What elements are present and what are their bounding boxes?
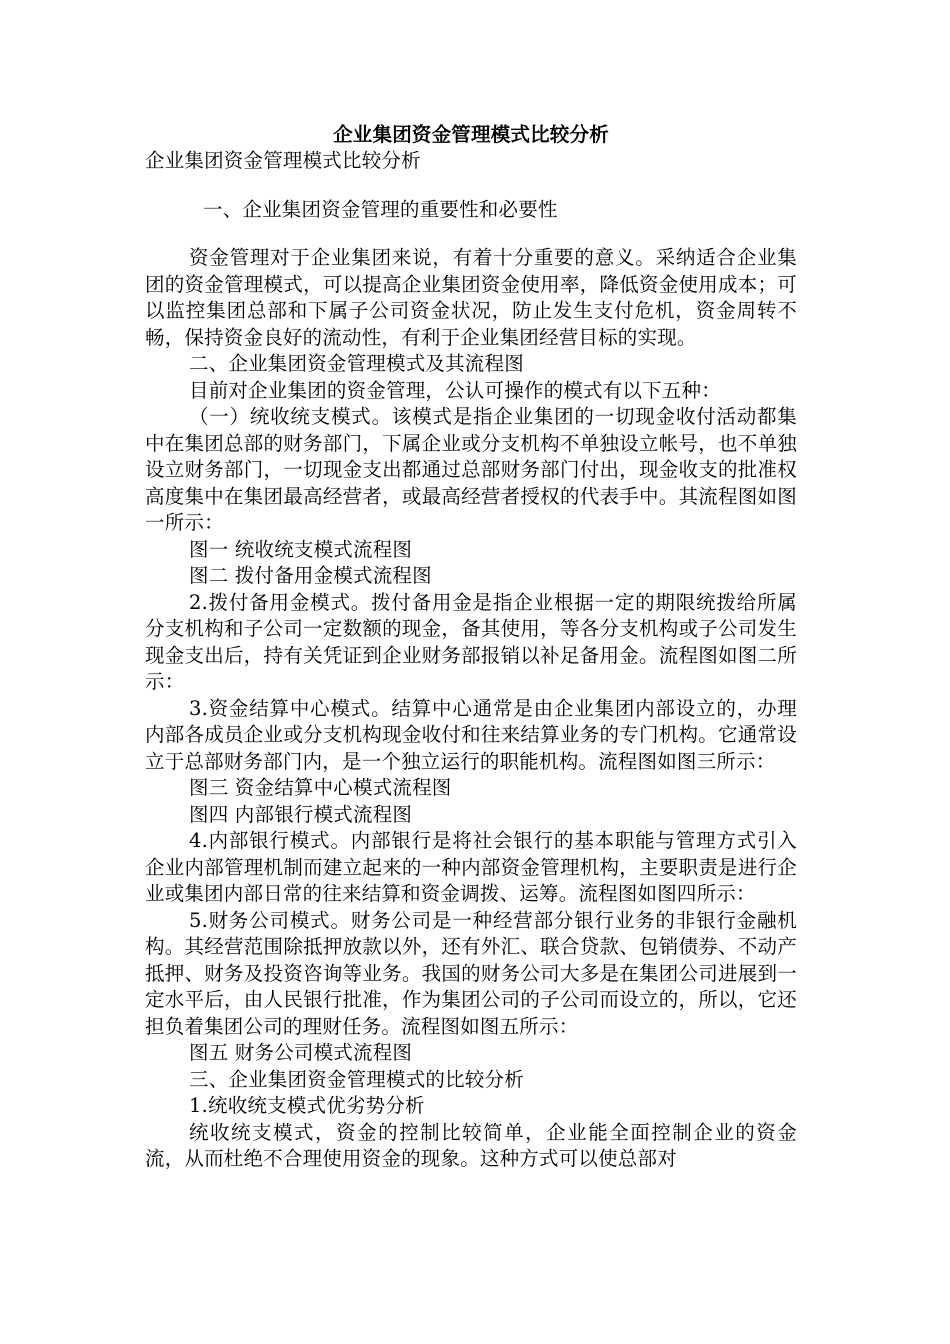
paragraph-mode-2: 2.拨付备用金模式。拨付备用金是指企业根据一定的期限统拨给所属分支机构和子公司一定数额的现金，备其使用，等各分支机构或子公司发生现金支出后，持有关凭证到企业财务部报销以补足备用金。流程图如图二所示： (145, 590, 797, 693)
figure-caption-5: 图五 财务公司模式流程图 (189, 1041, 413, 1064)
figure-caption-2: 图二 拨付备用金模式流程图 (189, 564, 432, 587)
figure-caption-1: 图一 统收统支模式流程图 (189, 537, 413, 561)
paragraph-mode-1: （一）统收统支模式。该模式是指企业集团的一切现金收付活动都集中在集团总部的财务部门，下属企业或分支机构不单独设立帐号，也不单独设立财务部门，一切现金支出都通过总部财务部门付出，现金收支的批准权高度集中在集团最高经营者，或最高经营者授权的代表手中。其流程图如图一所示： (145, 405, 797, 534)
paragraph-importance: 资金管理对于企业集团来说，有着十分重要的意义。采纳适合企业集团的资金管理模式，可以提高企业集团资金使用率，降低资金使用成本；可以监控集团总部和下属子公司资金状况，防止发生支付危机，资金周转不畅，保持资金良好的流动性，有利于企业集团经营目标的实现。 (145, 246, 797, 349)
section-heading-1: 一、企业集团资金管理的重要性和必要性 (203, 197, 558, 221)
subsection-heading-1: 1.统收统支模式优劣势分析 (189, 1094, 425, 1117)
section-heading-2: 二、企业集团资金管理模式及其流程图 (189, 352, 524, 375)
paragraph-mode-4: 4.内部银行模式。内部银行是将社会银行的基本职能与管理方式引入企业内部管理机制而建立起来的一种内部资金管理机构，主要职责是进行企业或集团内部日常的往来结算和资金调拨、运筹。流程图如图四所示： (145, 829, 797, 905)
figure-caption-3: 图三 资金结算中心模式流程图 (189, 776, 452, 799)
paragraph-comparison-1: 统收统支模式，资金的控制比较简单，企业能全面控制企业的资金流，从而杜绝不合理使用资金的现象。这种方式可以使总部对 (145, 1120, 797, 1170)
paragraph-mode-5: 5.财务公司模式。财务公司是一种经营部分银行业务的非银行金融机构。其经营范围除抵押放款以外，还有外汇、联合贷款、包销债券、不动产抵押、财务及投资咨询等业务。我国的财务公司大多是在集团公司进展到一定水平后，由人民银行批准，作为集团公司的子公司而设立的，所以，它还担负着集团公司的理财任务。流程图如图五所示： (145, 908, 797, 1038)
document-title: 企业集团资金管理模式比较分析 (333, 123, 609, 146)
figure-caption-4: 图四 内部银行模式流程图 (189, 802, 413, 826)
paragraph-mode-3: 3.资金结算中心模式。结算中心通常是由企业集团内部设立的，办理内部各成员企业或分支机构现金收付和往来结算业务的专门机构。它通常设立于总部财务部门内，是一个独立运行的职能机构。流程图如图三所示： (145, 696, 797, 773)
section-heading-3: 三、企业集团资金管理模式的比较分析 (189, 1067, 524, 1091)
document-subtitle: 企业集团资金管理模式比较分析 (145, 149, 421, 172)
paragraph-five-modes: 目前对企业集团的资金管理，公认可操作的模式有以下五种： (189, 378, 721, 402)
document-body (145, 122, 797, 1173)
